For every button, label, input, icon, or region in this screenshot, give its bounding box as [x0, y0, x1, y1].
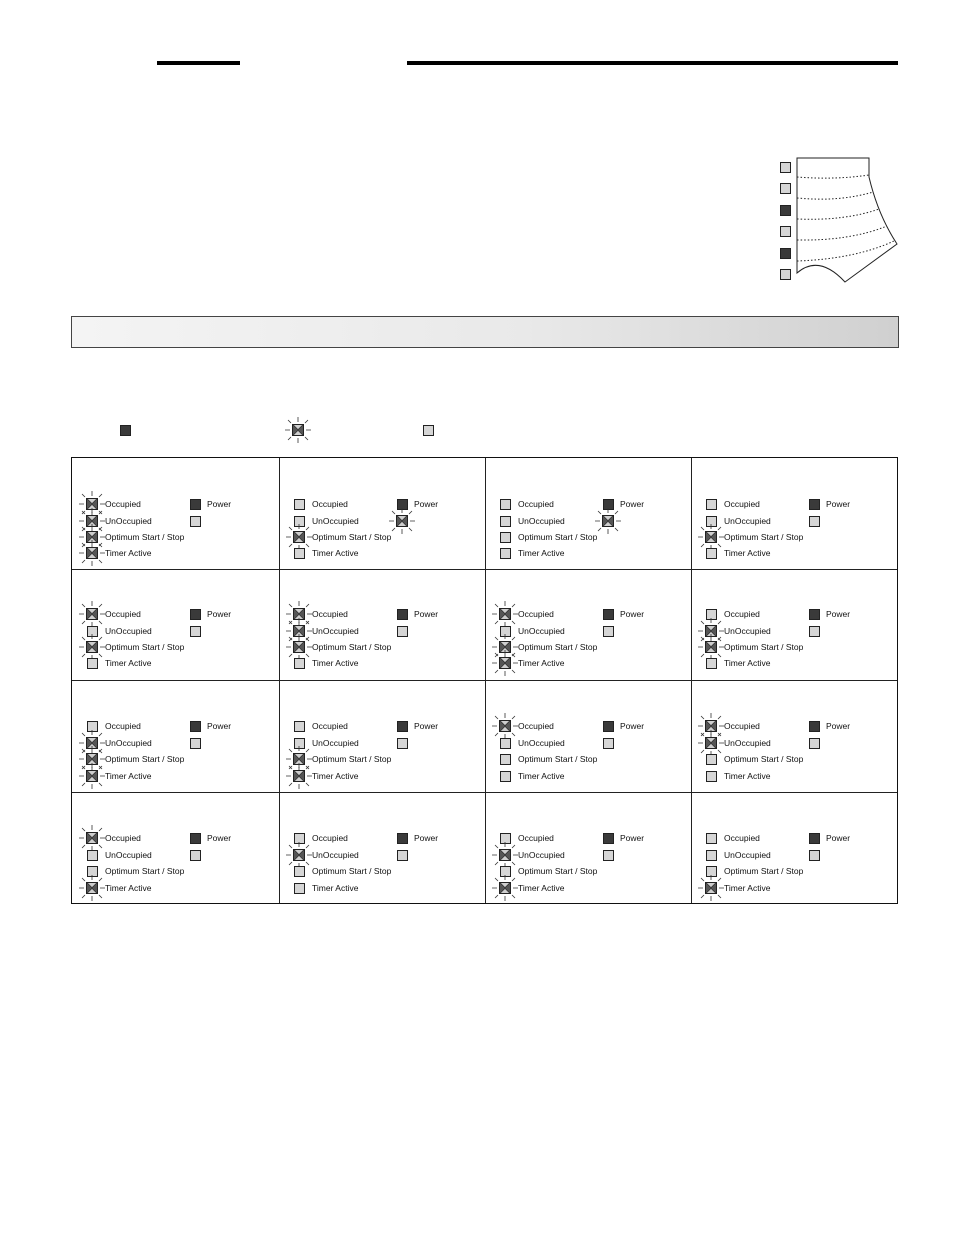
- occupied-led-off: [500, 499, 511, 510]
- led-status-grid: [71, 457, 898, 904]
- aux-led-blinking: [389, 508, 415, 534]
- timer-label: Timer Active: [518, 883, 565, 893]
- power-led-on: [190, 609, 201, 620]
- status-cell: [485, 792, 691, 903]
- occupied-led-blinking: [79, 825, 105, 851]
- aux-led-off: [397, 850, 408, 861]
- unoccupied-led-blinking: [492, 842, 518, 868]
- section-banner: [71, 316, 899, 348]
- card-led-on: [780, 248, 791, 259]
- timer-label: Timer Active: [518, 771, 565, 781]
- timer-label: Timer Active: [724, 548, 771, 558]
- power-led-on: [809, 721, 820, 732]
- unoccupied-label: UnOccupied: [518, 626, 565, 636]
- status-cell: [279, 680, 485, 791]
- occupied-label: Occupied: [518, 609, 554, 619]
- optimum-label: Optimum Start / Stop: [312, 754, 392, 764]
- optimum-label: Optimum Start / Stop: [724, 642, 804, 652]
- aux-led-off: [809, 738, 820, 749]
- led-card-illustration: [770, 155, 905, 290]
- power-led-on: [809, 499, 820, 510]
- occupied-label: Occupied: [724, 499, 760, 509]
- header-rule-left: [157, 61, 240, 65]
- optimum-label: Optimum Start / Stop: [105, 866, 185, 876]
- unoccupied-label: UnOccupied: [724, 626, 771, 636]
- unoccupied-label: UnOccupied: [518, 738, 565, 748]
- status-cell: [279, 792, 485, 903]
- occupied-label: Occupied: [724, 833, 760, 843]
- occupied-label: Occupied: [312, 499, 348, 509]
- power-label: Power: [826, 499, 851, 509]
- power-label: Power: [414, 609, 439, 619]
- optimum-label: Optimum Start / Stop: [724, 754, 804, 764]
- occupied-label: Occupied: [105, 833, 141, 843]
- unoccupied-led-off: [706, 850, 717, 861]
- unoccupied-led-off: [500, 738, 511, 749]
- power-led-on: [603, 833, 614, 844]
- occupied-led-blinking: [79, 601, 105, 627]
- occupied-label: Occupied: [312, 721, 348, 731]
- aux-led-off: [603, 738, 614, 749]
- timer-led-blinking: [492, 650, 518, 676]
- optimum-led-off: [294, 866, 305, 877]
- occupied-label: Occupied: [724, 609, 760, 619]
- timer-label: Timer Active: [312, 771, 359, 781]
- unoccupied-label: UnOccupied: [105, 516, 152, 526]
- unoccupied-led-blinking: [286, 842, 312, 868]
- occupied-label: Occupied: [105, 499, 141, 509]
- card-led-off: [780, 183, 791, 194]
- power-label: Power: [207, 721, 232, 731]
- occupied-led-off: [294, 721, 305, 732]
- optimum-label: Optimum Start / Stop: [312, 866, 392, 876]
- power-led-on: [603, 609, 614, 620]
- aux-led-off: [190, 516, 201, 527]
- aux-led-off: [603, 850, 614, 861]
- timer-label: Timer Active: [105, 771, 152, 781]
- aux-led-off: [397, 738, 408, 749]
- unoccupied-label: UnOccupied: [518, 516, 565, 526]
- optimum-led-blinking: [698, 634, 724, 660]
- status-cell: [72, 680, 278, 791]
- timer-led-blinking: [286, 763, 312, 789]
- power-label: Power: [207, 499, 232, 509]
- occupied-led-blinking: [492, 713, 518, 739]
- aux-led-off: [190, 738, 201, 749]
- power-led-on: [397, 721, 408, 732]
- power-led-on: [190, 499, 201, 510]
- timer-led-off: [87, 658, 98, 669]
- aux-led-off: [397, 626, 408, 637]
- status-cell: [691, 680, 897, 791]
- status-cell: [691, 792, 897, 903]
- timer-label: Timer Active: [312, 548, 359, 558]
- optimum-label: Optimum Start / Stop: [105, 642, 185, 652]
- card-led-off: [780, 162, 791, 173]
- power-label: Power: [620, 609, 645, 619]
- occupied-label: Occupied: [518, 721, 554, 731]
- power-label: Power: [207, 609, 232, 619]
- occupied-label: Occupied: [518, 499, 554, 509]
- occupied-led-off: [294, 499, 305, 510]
- optimum-label: Optimum Start / Stop: [518, 866, 598, 876]
- optimum-led-blinking: [79, 634, 105, 660]
- aux-led-blinking: [595, 508, 621, 534]
- status-cell: [72, 569, 278, 680]
- unoccupied-label: UnOccupied: [312, 516, 359, 526]
- card-led-off: [780, 269, 791, 280]
- timer-led-blinking: [492, 875, 518, 901]
- occupied-label: Occupied: [105, 721, 141, 731]
- aux-led-off: [190, 850, 201, 861]
- timer-led-off: [294, 658, 305, 669]
- timer-label: Timer Active: [518, 548, 565, 558]
- aux-led-off: [603, 626, 614, 637]
- timer-led-off: [706, 771, 717, 782]
- timer-label: Timer Active: [312, 883, 359, 893]
- power-label: Power: [826, 833, 851, 843]
- unoccupied-label: UnOccupied: [724, 850, 771, 860]
- power-label: Power: [414, 499, 439, 509]
- power-led-on: [603, 721, 614, 732]
- occupied-label: Occupied: [312, 833, 348, 843]
- power-led-on: [397, 833, 408, 844]
- power-label: Power: [826, 721, 851, 731]
- optimum-label: Optimum Start / Stop: [105, 532, 185, 542]
- status-cell: [691, 569, 897, 680]
- optimum-label: Optimum Start / Stop: [518, 754, 598, 764]
- status-cell: [279, 569, 485, 680]
- unoccupied-label: UnOccupied: [312, 626, 359, 636]
- timer-label: Timer Active: [724, 658, 771, 668]
- optimum-label: Optimum Start / Stop: [312, 642, 392, 652]
- timer-label: Timer Active: [105, 883, 152, 893]
- power-label: Power: [207, 833, 232, 843]
- unoccupied-label: UnOccupied: [312, 738, 359, 748]
- timer-label: Timer Active: [312, 658, 359, 668]
- optimum-led-blinking: [698, 524, 724, 550]
- legend-led-on: [120, 425, 131, 436]
- card-led-off: [780, 226, 791, 237]
- power-led-on: [809, 833, 820, 844]
- status-cell: [485, 458, 691, 569]
- timer-led-blinking: [79, 540, 105, 566]
- legend-led-off: [423, 425, 434, 436]
- aux-led-off: [809, 516, 820, 527]
- power-label: Power: [620, 833, 645, 843]
- optimum-led-off: [500, 532, 511, 543]
- unoccupied-led-off: [500, 516, 511, 527]
- unoccupied-label: UnOccupied: [518, 850, 565, 860]
- status-cell: [485, 569, 691, 680]
- optimum-led-off: [706, 754, 717, 765]
- power-label: Power: [620, 499, 645, 509]
- status-cell: [691, 458, 897, 569]
- unoccupied-label: UnOccupied: [724, 516, 771, 526]
- timer-led-off: [706, 658, 717, 669]
- optimum-label: Optimum Start / Stop: [724, 866, 804, 876]
- power-led-on: [397, 609, 408, 620]
- timer-led-off: [294, 548, 305, 559]
- power-label: Power: [620, 721, 645, 731]
- power-led-on: [190, 833, 201, 844]
- optimum-led-off: [500, 754, 511, 765]
- timer-label: Timer Active: [724, 771, 771, 781]
- occupied-label: Occupied: [312, 609, 348, 619]
- aux-led-off: [809, 850, 820, 861]
- timer-label: Timer Active: [724, 883, 771, 893]
- power-led-on: [190, 721, 201, 732]
- unoccupied-label: UnOccupied: [724, 738, 771, 748]
- timer-led-off: [500, 771, 511, 782]
- timer-led-off: [706, 548, 717, 559]
- unoccupied-label: UnOccupied: [105, 738, 152, 748]
- optimum-label: Optimum Start / Stop: [105, 754, 185, 764]
- header-rule-right: [407, 61, 898, 65]
- occupied-led-blinking: [492, 601, 518, 627]
- optimum-label: Optimum Start / Stop: [518, 532, 598, 542]
- status-cell: [279, 458, 485, 569]
- occupied-led-off: [706, 833, 717, 844]
- timer-led-blinking: [698, 875, 724, 901]
- power-label: Power: [826, 609, 851, 619]
- optimum-label: Optimum Start / Stop: [724, 532, 804, 542]
- optimum-led-blinking: [286, 634, 312, 660]
- timer-led-blinking: [79, 875, 105, 901]
- timer-label: Timer Active: [105, 548, 152, 558]
- occupied-led-off: [706, 499, 717, 510]
- status-cell: [72, 458, 278, 569]
- timer-led-off: [500, 548, 511, 559]
- timer-led-blinking: [79, 763, 105, 789]
- optimum-led-blinking: [286, 524, 312, 550]
- card-led-on: [780, 205, 791, 216]
- optimum-label: Optimum Start / Stop: [312, 532, 392, 542]
- aux-led-off: [809, 626, 820, 637]
- unoccupied-label: UnOccupied: [105, 626, 152, 636]
- power-label: Power: [414, 721, 439, 731]
- timer-label: Timer Active: [105, 658, 152, 668]
- optimum-label: Optimum Start / Stop: [518, 642, 598, 652]
- timer-led-off: [294, 883, 305, 894]
- legend-led-blinking: [285, 417, 311, 443]
- status-cell: [485, 680, 691, 791]
- unoccupied-label: UnOccupied: [312, 850, 359, 860]
- timer-label: Timer Active: [518, 658, 565, 668]
- occupied-label: Occupied: [518, 833, 554, 843]
- power-led-on: [809, 609, 820, 620]
- status-cell: [72, 792, 278, 903]
- unoccupied-led-blinking: [698, 730, 724, 756]
- occupied-label: Occupied: [105, 609, 141, 619]
- occupied-label: Occupied: [724, 721, 760, 731]
- power-label: Power: [414, 833, 439, 843]
- unoccupied-led-off: [87, 850, 98, 861]
- aux-led-off: [190, 626, 201, 637]
- unoccupied-label: UnOccupied: [105, 850, 152, 860]
